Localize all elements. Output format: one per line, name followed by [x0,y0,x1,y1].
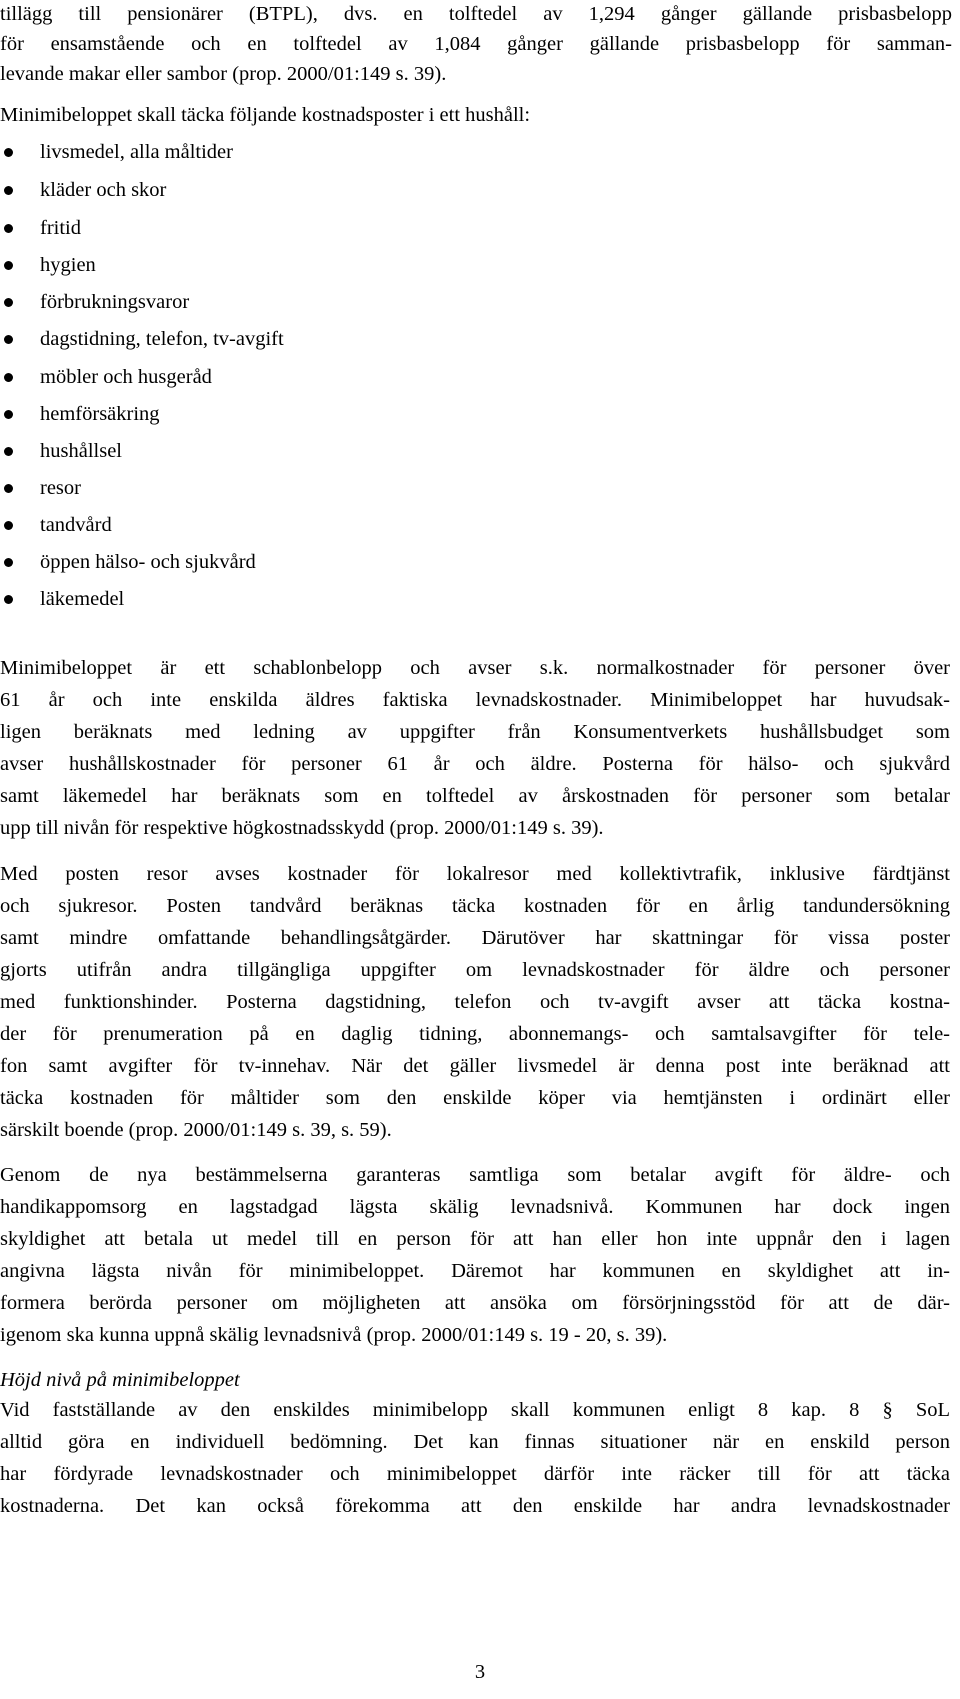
page-number: 3 [474,1661,486,1683]
paragraph-line: gjorts utifrån andra tillgängliga uppgifter om levnadskostnader för äldre och personer [0,959,950,981]
bullet-icon [4,410,13,419]
paragraph-line: avser hushållskostnader för personer 61 år och äldre. Posterna för hälso- och sjukvård [0,753,950,775]
paragraph-line: har fördyrade levnadskostnader och minimibeloppet därför inte räcker till för att täcka [0,1463,950,1485]
bullet-icon [4,298,13,307]
paragraph-line: täcka kostnaden för måltider som den enskilde köper via hemtjänsten i ordinärt eller [0,1087,950,1109]
paragraph-line: ligen beräknats med ledning av uppgifter från Konsumentverkets hushållsbudget som [0,721,950,743]
bullet-icon [4,484,13,493]
paragraph-line: der för prenumeration på en daglig tidning, abonnemangs- och samtalsavgifter för tele- [0,1023,950,1045]
intro-line: för ensamstående och en tolftedel av 1,084 gånger gällande prisbasbelopp för samman- [0,33,952,55]
paragraph-line: fon samt avgifter för tv-innehav. När det gäller livsmedel är denna post inte beräknad att [0,1055,950,1077]
paragraph-line: kostnaderna. Det kan också förekomma att den enskilde har andra levnadskostnader [0,1495,950,1517]
bullet-icon [4,261,13,270]
paragraph-line: samt mindre omfattande behandlingsåtgärder. Därutöver har skattningar för vissa poster [0,927,950,949]
section-heading: Höjd nivå på minimibeloppet [0,1369,240,1391]
paragraph-line: samt läkemedel har beräknats som en tolftedel av årskostnaden för personer som betalar [0,785,950,807]
list-intro: Minimibeloppet skall täcka följande kostnadsposter i ett hushåll: [0,104,531,126]
paragraph-line: med funktionshinder. Posterna dagstidning, telefon och tv-avgift avser att täcka kostna- [0,991,950,1013]
bullet-icon [4,224,13,233]
paragraph-line: Minimibeloppet är ett schablonbelopp och avser s.k. normalkostnader för personer över [0,657,950,679]
paragraph-line: handikappomsorg en lagstadgad lägsta skälig levnadsnivå. Kommunen har dock ingen [0,1196,950,1218]
paragraph-line: särskilt boende (prop. 2000/01:149 s. 39, s. 59). [0,1119,392,1141]
paragraph-line: upp till nivån för respektive högkostnadsskydd (prop. 2000/01:149 s. 39). [0,817,604,839]
bullet-icon [4,447,13,456]
bullet-icon [4,373,13,382]
bullet-icon [4,186,13,195]
paragraph-line: skyldighet att betala ut medel till en person för att han eller hon inte uppnår den i lagen [0,1228,950,1250]
paragraph-line: Med posten resor avses kostnader för lokalresor med kollektivtrafik, inklusive färdtjänst [0,863,950,885]
paragraph-line: Genom de nya bestämmelserna garanteras samtliga som betalar avgift för äldre- och [0,1164,950,1186]
paragraph-line: alltid göra en individuell bedömning. Det kan finnas situationer när en enskild person [0,1431,950,1453]
document-page: tillägg till pensionärer (BTPL), dvs. en tolftedel av 1,294 gånger gällande prisbasbelopp för ensamstående och en tolftedel av 1,084 gånger gällande prisbasbelopp för samman- levande makar eller sambor (prop. 2000/01:149 s. 39). Minimibeloppet skall täcka följande kostnadsposter i ett hushåll: livsmedel, alla måltider kläder och skor fritid hygien förbrukningsvaror dagstidning, telefon, tv-avgift möbler och husgeråd hemförsäkring hushållsel resor tandvård öppen hälso- och sjukvård läkemedel Minimibeloppet är ett schablonbelopp och avser s.k. normalkostnader för personer över 61 år och inte enskilda äldres faktiska levnadskostnader. Minimibeloppet har huvudsak- ligen beräknats med ledning av uppgifter från Konsumentverkets hushållsbudget som avser hushållskostnader för personer 61 år och äldre. Posterna för hälso- och sjukvård samt läkemedel har beräknats som en tolftedel av årskostnaden för personer som betalar upp till nivån för respektive högkostnadsskydd (prop. 2000/01:149 s. 39). Med posten resor avses kostnader för lokalresor med kollektivtrafik, inklusive färdtjänst och sjukresor. Posten tandvård beräknas täcka kostnaden för en årlig tandundersökning samt mindre omfattande behandlingsåtgärder. Därutöver har skattningar för vissa poster gjorts utifrån andra tillgängliga uppgifter om levnadskostnader för äldre och personer med funktionshinder. Posterna dagstidning, telefon och tv-avgift avser att täcka kostna- der för prenumeration på en daglig tidning, abonnemangs- och samtalsavgifter för tele- fon samt avgifter för tv-innehav. När det gäller livsmedel är denna post inte beräknad att täcka kostnaden för måltider som den enskilde köper via hemtjänsten i ordinärt eller särskilt boende (prop. 2000/01:149 s. 39, s. 59). Genom de nya bestämmelserna garanteras samtliga som betalar avgift för äldre- och handikappomsorg en lagstadgad lägsta skälig levnadsnivå. Kommunen har dock ingen skyldighet att betala ut medel till en person för att han eller hon inte uppnår den i lagen angivna lägsta nivån för minimibeloppet. Däremot har kommunen en skyldighet att in- formera berörda personer om möjligheten att ansöka om försörjningsstöd för att de där- igenom ska kunna uppnå skälig levnadsnivå (prop. 2000/01:149 s. 19 - 20, s. 39). Höjd nivå på minimibeloppet Vid fastställande av den enskildes minimibelopp skall kommunen enligt 8 kap. 8 § SoL alltid göra en individuell bedömning. Det kan finnas situationer när en enskild person har fördyrade levnadskostnader och minimibeloppet därför inte räcker till för att täcka kostnaderna. Det kan också förekomma att den enskilde har andra levnadskostnader 3 [0,0,960,1699]
bullet-icon [4,558,13,567]
paragraph-line: formera berörda personer om möjligheten att ansöka om försörjningsstöd för att de där- [0,1292,950,1314]
paragraph-line: Vid fastställande av den enskildes minimibelopp skall kommunen enligt 8 kap. 8 § SoL [0,1399,950,1421]
bullet-icon [4,521,13,530]
bullet-icon [4,148,13,157]
paragraph-line: igenom ska kunna uppnå skälig levnadsnivå (prop. 2000/01:149 s. 19 - 20, s. 39). [0,1324,668,1346]
paragraph-line: angivna lägsta nivån för minimibeloppet. Däremot har kommunen en skyldighet att in- [0,1260,950,1282]
paragraph-line: och sjukresor. Posten tandvård beräknas täcka kostnaden för en årlig tandundersökning [0,895,950,917]
intro-line: levande makar eller sambor (prop. 2000/01:149 s. 39). [0,63,447,85]
intro-line: tillägg till pensionärer (BTPL), dvs. en tolftedel av 1,294 gånger gällande prisbasbelopp [0,3,952,25]
bullet-icon [4,335,13,344]
bullet-icon [4,595,13,604]
paragraph-line: 61 år och inte enskilda äldres faktiska levnadskostnader. Minimibeloppet har huvudsak- [0,689,950,711]
